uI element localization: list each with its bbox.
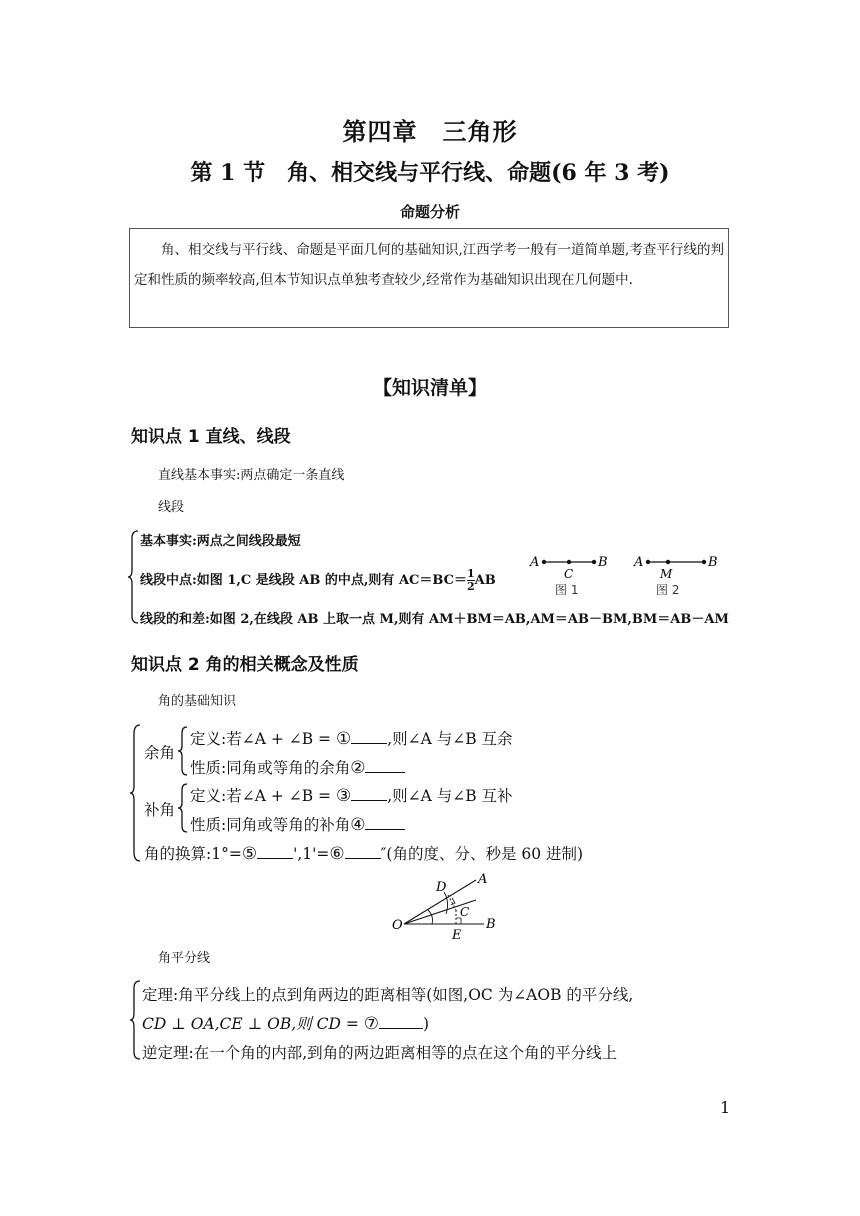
- blank-5: [257, 844, 293, 859]
- blank-4-marker: ④: [350, 815, 366, 835]
- segment-figure: [128, 528, 768, 628]
- figure-2: [633, 555, 718, 597]
- segment-midpoint-suffix: AB: [474, 573, 496, 588]
- kp1-line-fact: 直线基本事实:两点确定一条直线: [158, 468, 345, 483]
- supplementary-label: 补角: [144, 801, 176, 819]
- label-c: C: [564, 567, 574, 581]
- analysis-heading: 命题分析: [399, 203, 460, 221]
- fraction-denominator: 2: [466, 580, 475, 593]
- bisector-converse: 逆定理:在一个角的内部,到角的两边距离相等的点在这个角的平分线上: [142, 1044, 618, 1062]
- segment-brace: [128, 530, 140, 624]
- supplementary-definition: [190, 784, 513, 806]
- supplementary-property-text: 性质:同角或等角的补角: [190, 816, 351, 834]
- complementary-property: [190, 756, 405, 778]
- blank-3: [351, 786, 387, 801]
- blank-2-marker: ②: [350, 758, 366, 778]
- figure-1-caption: 图 1: [555, 583, 579, 597]
- conversion-text-b: ',1'=: [293, 845, 330, 863]
- complementary-definition: [190, 727, 513, 749]
- kp1-title: 知识点 1 直线、线段: [131, 427, 291, 447]
- analysis-box: [129, 228, 729, 328]
- blank-2: [365, 758, 405, 773]
- kp2-title: 知识点 2 角的相关概念及性质: [131, 655, 359, 675]
- blank-6: [345, 844, 381, 859]
- blank-6-marker: ⑥: [329, 844, 345, 864]
- complementary-definition-text: 定义:若∠A + ∠B =: [190, 730, 336, 748]
- segment-midpoint: [140, 568, 496, 593]
- label-e: E: [452, 928, 462, 942]
- point-a2: [646, 560, 650, 564]
- complementary-brace: [178, 726, 188, 776]
- knowledge-list-title: 【知识清单】: [372, 377, 487, 399]
- point-c: [567, 560, 571, 564]
- point-b: [592, 560, 596, 564]
- fraction-numerator: 1: [466, 567, 475, 580]
- bisector-theorem: 定理:角平分线上的点到角两边的距离相等(如图,OC 为∠AOB 的平分线,: [142, 986, 634, 1004]
- bisector-theorem-end: ): [422, 1015, 430, 1033]
- figure-2-caption: 图 2: [656, 583, 680, 597]
- label-o: O: [392, 918, 403, 933]
- segment-sum-diff: 线段的和差:如图 2,在线段 AB 上取一点 M,则有 AM＋BM＝AB,AM＝AB－BM,BM＝AB－AM: [140, 612, 729, 627]
- point-b2: [702, 560, 706, 564]
- supplementary-property: [190, 813, 405, 835]
- angle-basics-brace: [130, 724, 142, 862]
- label-angle-b: B: [486, 917, 496, 932]
- complementary-label: 余角: [144, 744, 176, 762]
- kp2-bisector-label: 角平分线: [158, 951, 211, 966]
- segment-diagrams: [526, 550, 766, 598]
- blank-1: [351, 729, 387, 744]
- conversion-text-c: ″(角的度、分、秒是 60 进制): [380, 845, 584, 863]
- label-b2: B: [708, 555, 718, 570]
- label-m: M: [660, 567, 673, 581]
- bisector-theorem-formula: CD ⊥ OA,CE ⊥ OB,则 CD =: [142, 1015, 364, 1033]
- blank-1-marker: ①: [335, 729, 352, 749]
- label-b: B: [598, 555, 608, 570]
- complementary-property-text: 性质:同角或等角的余角: [190, 759, 351, 777]
- page-number: 1: [720, 1098, 731, 1117]
- blank-7-marker: ⑦: [363, 1014, 379, 1034]
- point-a: [542, 560, 546, 564]
- bisector-brace: [130, 980, 142, 1060]
- fraction: [467, 568, 475, 593]
- blank-3-marker: ③: [335, 786, 352, 806]
- supplementary-definition-text: 定义:若∠A + ∠B =: [190, 787, 336, 805]
- angle-conversion: [144, 842, 583, 864]
- kp1-segment-label: 线段: [158, 500, 185, 515]
- blank-7: [379, 1014, 423, 1029]
- label-a2: A: [634, 555, 644, 570]
- supplementary-brace: [178, 783, 188, 833]
- figure-1: [529, 555, 608, 597]
- blank-4: [365, 815, 405, 830]
- label-a: A: [530, 555, 540, 570]
- chapter-title: 第四章 三角形: [342, 117, 518, 146]
- section-title: 第 1 节 角、相交线与平行线、命题(6 年 3 考): [190, 160, 670, 186]
- analysis-text: 角、相交线与平行线、命题是平面几何的基础知识,江西学考一般有一道简单题,考查平行线的判定和性质的频率较高,但本节知识点单独考查较少,经常作为基础知识出现在几何题中.: [134, 242, 724, 288]
- segment-midpoint-text: 线段中点:如图 1,C 是线段 AB 的中点,则有 AC＝BC＝: [140, 573, 467, 588]
- conversion-text-a: 角的换算:1°=: [144, 845, 242, 863]
- complementary-definition-end: ,则∠A 与∠B 互余: [387, 730, 513, 748]
- segment-fact: 基本事实:两点之间线段最短: [140, 534, 301, 549]
- bisector-theorem-cont: [142, 1012, 429, 1034]
- blank-5-marker: ⑤: [241, 844, 258, 864]
- angle-bisector-figure: [390, 870, 502, 942]
- label-angle-a: A: [478, 872, 488, 887]
- point-m: [666, 560, 670, 564]
- right-angle-d: [451, 898, 455, 905]
- label-d: D: [436, 880, 447, 895]
- supplementary-definition-end: ,则∠A 与∠B 互补: [387, 787, 513, 805]
- arc-1: [428, 910, 433, 924]
- label-angle-c: C: [460, 905, 470, 919]
- kp2-basic-label: 角的基础知识: [158, 694, 237, 709]
